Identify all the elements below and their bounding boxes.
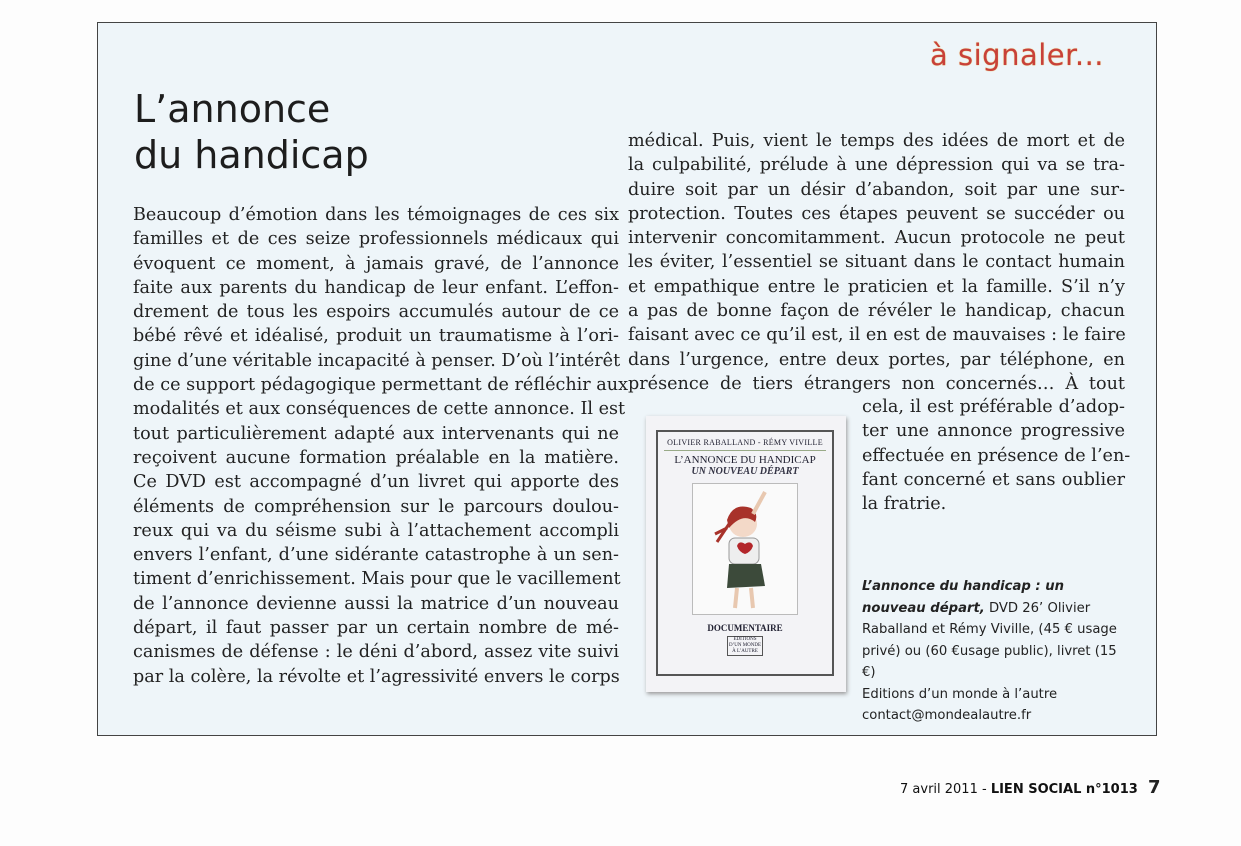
caption-title: L’annonce du handicap : un nouveau départ, [862,579,1065,616]
text-line: fant concerné et sans oublier [862,469,1125,490]
dvd-caption [862,576,1132,727]
text-line: effectuée en présence de l’en- [862,445,1131,466]
text-line: évoquent ce moment, à jamais gravé, de l’annonce [133,253,619,274]
text-line: familles et de ces seize professionnels médicaux qui [133,229,619,250]
text-line: par la colère, la révolte et l’agressivité envers le corps [133,666,620,687]
text-line: départ, il faut passer par un certain nombre de mé- [133,618,619,639]
text-line: drement de tous les espoirs accumulés autour de ce [133,302,619,323]
footer-magazine: LIEN SOCIAL n°1013 [990,782,1138,797]
right-column [628,129,1125,396]
cover-title: L’ANNONCE DU HANDICAP [674,454,816,466]
text-line: canismes de défense : le déni d’abord, assez vite suivi [133,642,619,663]
text-line: duire soit par un désir d’abandon, soit par une sur- [628,179,1125,200]
text-line: éléments de compréhension sur le parcours doulou- [133,496,619,517]
text-line: dans l’urgence, entre deux portes, par téléphone, en [628,349,1125,370]
caption-publisher: Editions d’un monde à l’autre [862,686,1058,702]
text-line: présence de tiers étrangers non concernés… À tout [628,373,1125,394]
cover-genre: DOCUMENTAIRE [707,623,783,633]
dvd-cover-image [646,416,846,692]
text-line: reçoivent aucune formation préalable en la matière. [133,447,619,468]
cover-illustration [692,483,798,615]
text-line: Ce DVD est accompagné d’un livret qui apporte des [133,472,619,493]
title-line: L’annonce [134,87,331,131]
cover-authors: OLIVIER RABALLAND - RÉMY VIVILLE [664,438,826,451]
cover-subtitle: UN NOUVEAU DÉPART [691,466,799,477]
text-line: faite aux parents du handicap de leur enfant. L’effon- [133,277,619,298]
text-line: a pas de bonne façon de révéler le handicap, chacun [628,301,1125,322]
page-footer [900,782,1138,797]
caption-details: DVD 26’ Olivier Raballand et Rémy Viville, (45 € usage privé) ou (60 €usage public), livret (15 €) [862,600,1117,680]
text-line: de ce support pédagogique permettant de réfléchir aux [133,375,629,396]
text-line: et empathique entre le praticien et la famille. S’il n’y [628,276,1125,297]
title-line: du handicap [134,133,369,177]
text-line: modalités et aux conséquences de cette annonce. Il est [133,399,626,420]
text-line: les éviter, l’essentiel se situant dans le contact humain [628,252,1125,273]
caption-contact: contact@mondealautre.fr [862,708,1032,723]
text-line: Beaucoup d’émotion dans les témoignages de ces six [133,205,619,225]
text-line: médical. Puis, vient le temps des idées de mort et de [628,131,1125,151]
page-number: 7 [1148,777,1161,798]
left-column [133,203,629,689]
text-line: ter une annonce progressive [862,421,1125,442]
text-line: reux qui va du séisme subi à l’attachement accompli [133,520,619,541]
article-title [134,86,369,178]
text-line: la fratrie. [862,494,947,515]
cover-publisher-logo: EDITIONS D’UN MONDE À L’AUTRE [728,637,762,654]
text-line: la culpabilité, prélude à une dépression qui va se tra- [628,155,1125,176]
text-line: timent d’enrichissement. Mais pour que le vacillement [133,569,621,590]
text-line: bébé rêvé et idéalisé, produit un traumatisme à l’ori- [133,326,619,347]
footer-date: 7 avril 2011 - [900,782,991,797]
text-line: intervenir concomitamment. Aucun protocole ne peut [628,228,1125,249]
text-line: protection. Toutes ces étapes peuvent se succéder ou [628,203,1125,224]
right-column-narrow [862,395,1131,516]
text-line: de l’annonce devienne aussi la matrice d’un nouveau [133,593,619,614]
text-line: faisant avec ce qu’il est, il en est de mauvaises : le faire [628,325,1126,346]
section-kicker: à signaler... [930,38,1105,72]
text-line: envers l’enfant, d’une sidérante catastrophe à un sen- [133,545,619,566]
text-line: cela, il est préférable d’adop- [862,397,1125,417]
text-line: gine d’une véritable incapacité à penser. D’où l’intérêt [133,350,621,371]
text-line: tout particulièrement adapté aux intervenants qui ne [133,423,619,444]
